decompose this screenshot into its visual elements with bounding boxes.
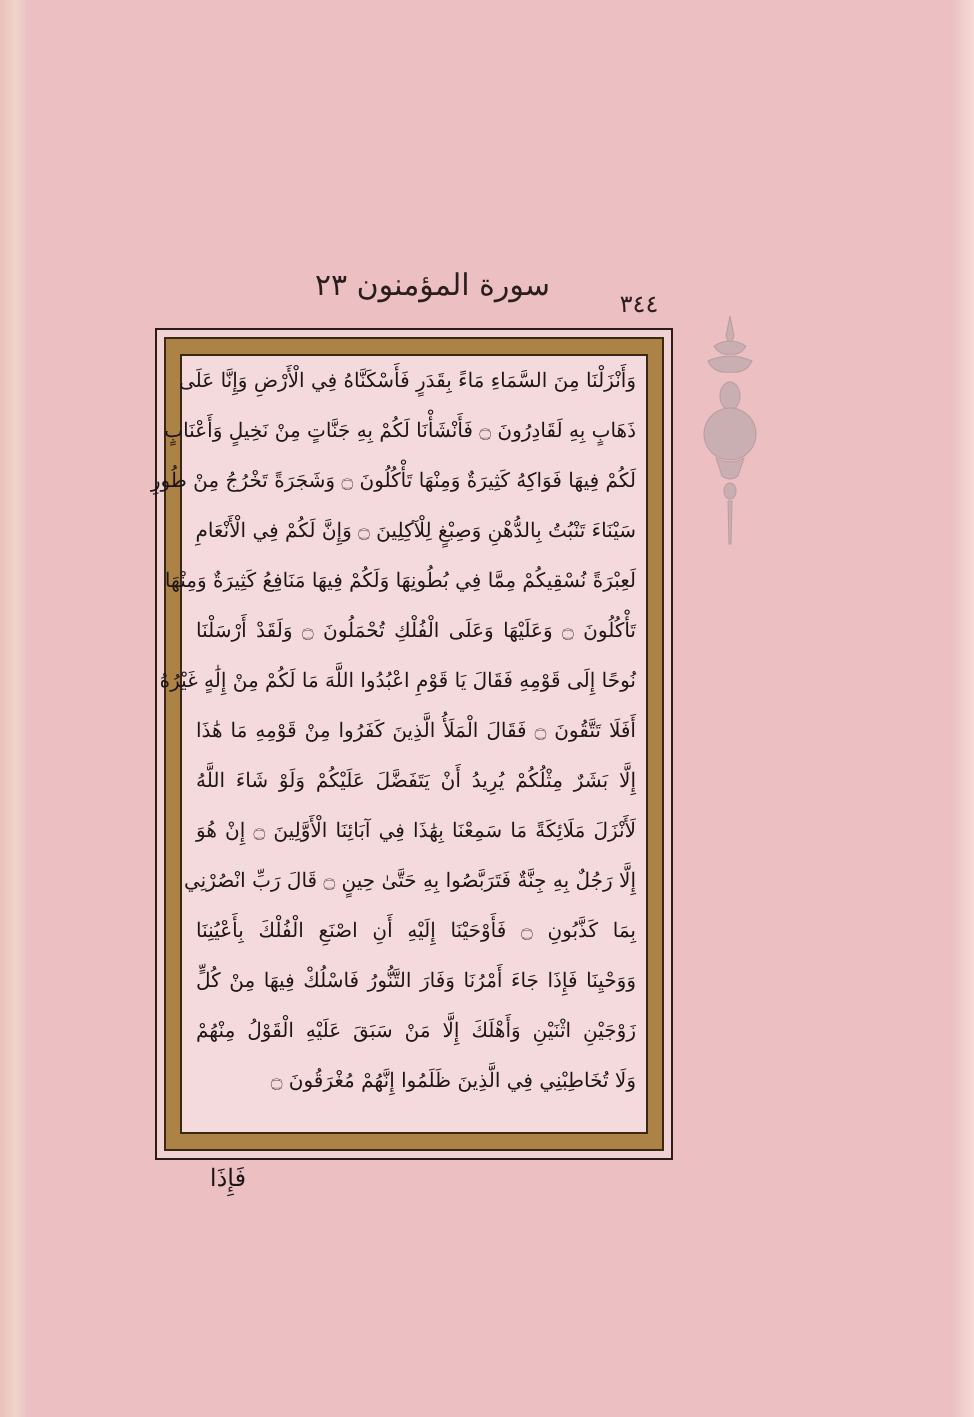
text-line-11: إِلَّا رَجُلٌ بِهِ جِنَّةٌ فَتَرَبَّصُوا بِهِ حَتَّىٰ حِينٍ ۝ قَالَ رَبِّ انْصُرْنِي xyxy=(183,868,636,892)
text-line-10: لَأَنْزَلَ مَلَائِكَةً مَا سَمِعْنَا بِهَٰذَا فِي آبَائِنَا الْأَوَّلِينَ ۝ إِنْ هُوَ xyxy=(196,818,636,842)
text-line-1: وَأَنْزَلْنَا مِنَ السَّمَاءِ مَاءً بِقَدَرٍ فَأَسْكَنَّاهُ فِي الْأَرْضِ وَإِنَّا عَلَى xyxy=(179,368,636,392)
text-line-3: لَكُمْ فِيهَا فَوَاكِهُ كَثِيرَةٌ وَمِنْهَا تَأْكُلُونَ ۝ وَشَجَرَةً تَخْرُجُ مِنْ طُورِ xyxy=(150,468,636,492)
text-panel xyxy=(150,354,648,1134)
text-line-7: نُوحًا إِلَى قَوْمِهِ فَقَالَ يَا قَوْمِ اعْبُدُوا اللَّهَ مَا لَكُمْ مِنْ إِلَٰهٍ غَيْرُهُ xyxy=(159,668,636,692)
page-edge-right xyxy=(952,0,974,1417)
page-number: ٣٤٤ xyxy=(619,290,659,318)
text-line-4: سَيْنَاءَ تَنْبُتُ بِالدُّهْنِ وَصِبْغٍ لِلْآكِلِينَ ۝ وَإِنَّ لَكُمْ فِي الْأَنْعَامِ xyxy=(195,518,636,542)
text-line-12: بِمَا كَذَّبُونِ ۝ فَأَوْحَيْنَا إِلَيْهِ أَنِ اصْنَعِ الْفُلْكَ بِأَعْيُنِنَا xyxy=(196,918,636,942)
page-edge-left xyxy=(0,0,26,1417)
text-line-14: زَوْجَيْنِ اثْنَيْنِ وَأَهْلَكَ إِلَّا مَنْ سَبَقَ عَلَيْهِ الْقَوْلُ مِنْهُمْ xyxy=(196,1018,636,1042)
text-line-5: لَعِبْرَةً نُسْقِيكُمْ مِمَّا فِي بُطُونِهَا وَلَكُمْ فِيهَا مَنَافِعُ كَثِيرَةٌ وَمِنْهَا xyxy=(164,568,636,592)
catchword: فَإِذَا xyxy=(209,1164,247,1192)
text-line-6: تَأْكُلُونَ ۝ وَعَلَيْهَا وَعَلَى الْفُلْكِ تُحْمَلُونَ ۝ وَلَقَدْ أَرْسَلْنَا xyxy=(196,618,636,642)
text-line-15: وَلَا تُخَاطِبْنِي فِي الَّذِينَ ظَلَمُوا إِنَّهُمْ مُغْرَقُونَ ۝ xyxy=(270,1068,636,1092)
text-line-13: وَوَحْيِنَا فَإِذَا جَاءَ أَمْرُنَا وَفَارَ التَّنُّورُ فَاسْلُكْ فِيهَا مِنْ كُلٍّ xyxy=(196,968,636,992)
text-line-9: إِلَّا بَشَرٌ مِثْلُكُمْ يُرِيدُ أَنْ يَتَفَضَّلَ عَلَيْكُمْ وَلَوْ شَاءَ اللَّهُ xyxy=(196,768,636,792)
margin-ornament-icon xyxy=(694,316,766,546)
surah-title: سورة المؤمنون ٢٣ xyxy=(314,268,550,303)
text-line-8: أَفَلَا تَتَّقُونَ ۝ فَقَالَ الْمَلَأُ الَّذِينَ كَفَرُوا مِنْ قَوْمِهِ مَا هَٰذَا xyxy=(196,718,636,742)
text-line-2: ذَهَابٍ بِهِ لَقَادِرُونَ ۝ فَأَنْشَأْنَا لَكُمْ بِهِ جَنَّاتٍ مِنْ نَخِيلٍ وَأَعْنَابٍ xyxy=(164,418,636,442)
